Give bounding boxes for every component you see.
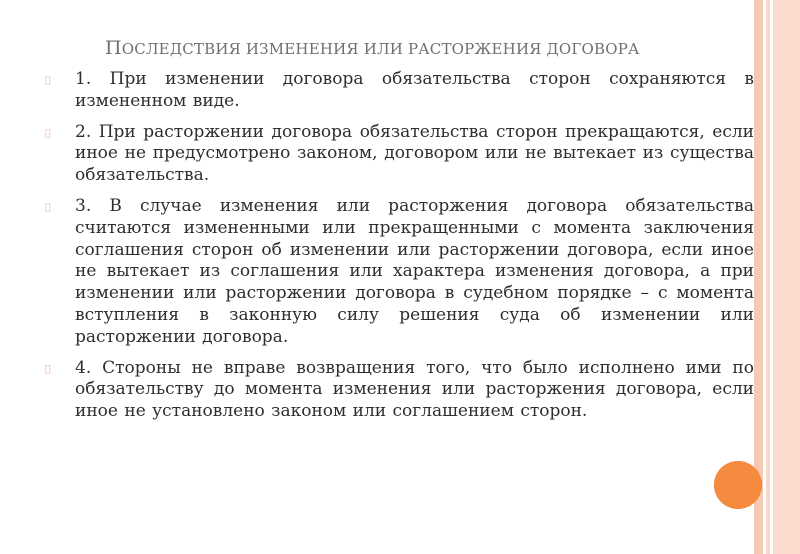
bullet-text: 3. В случае изменения или расторжения договора обязательства считаются измененными или прекращенными с момента заключения соглашения сторон об изменении или расторжении договора, если иное не вытекает из соглашения или характера изменения договора, а при изменении или расторжении договора в судебном порядке – с момента вступления в законную силу решения суда об изменении или расторжении договора. [75, 195, 754, 347]
decorative-stripe [766, 0, 770, 554]
bullet-marker-icon: ⌷ [44, 362, 52, 378]
list-item [38, 69, 754, 113]
list-item [38, 122, 754, 187]
bullet-text: 4. Стороны не вправе возвращения того, что было исполнено ими по обязательству до момента изменения или расторжения договора, если иное не установлено законом или соглашением сторон. [75, 357, 754, 422]
slide-title [105, 37, 725, 59]
bullet-text: 2. При расторжении договора обязательства сторон прекращаются, если иное не предусмотрено законом, договором или не вытекает из существа обязательства. [75, 121, 754, 186]
bullet-list [38, 69, 754, 432]
decorative-orange-circle [714, 461, 762, 509]
decorative-stripe [773, 0, 800, 554]
bullet-marker-icon: ⌷ [44, 74, 52, 89]
slide-title-rest: ОСЛЕДСТВИЯ ИЗМЕНЕНИЯ ИЛИ РАСТОРЖЕНИЯ ДОГОВОРА [121, 40, 640, 58]
list-item [38, 196, 754, 349]
bullet-marker-icon: ⌷ [44, 126, 52, 142]
slide-title-initial: П [105, 37, 122, 59]
bullet-marker-icon: ⌷ [44, 200, 52, 216]
bullet-text: 1. При изменении договора обязательства сторон сохраняются в измененном виде. [75, 69, 754, 111]
list-item [38, 358, 754, 423]
